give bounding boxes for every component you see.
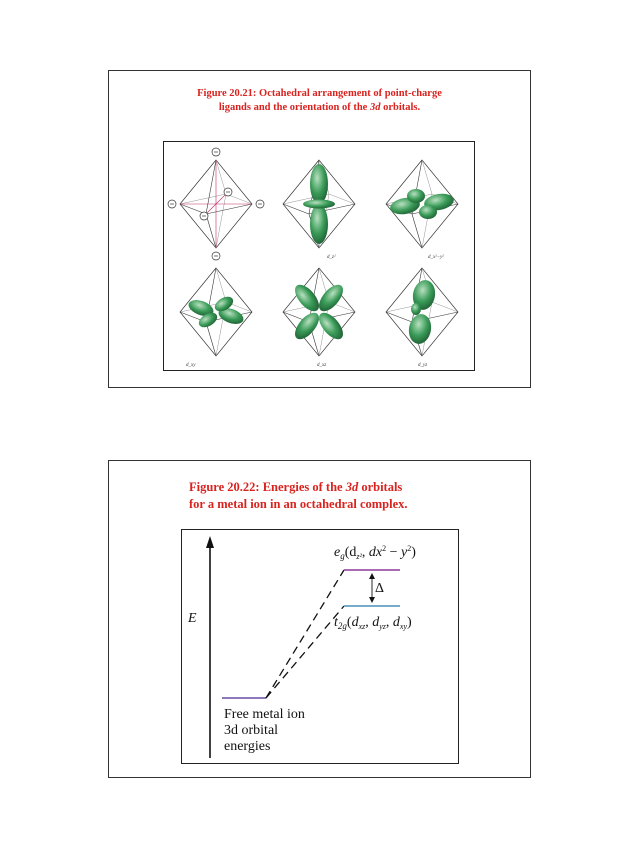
label-dx2-y2: d_x²−y² [428,255,444,260]
caption-line-2: ligands and the orientation of the 3d orbitals. [218,102,421,113]
slide-figure-20-22 [108,460,531,778]
t2g-label: $t_{2g}(d_{xz}$, $d_{yz}$, $d_{xy}$) [334,615,412,631]
free-ion-label-line3: energies [224,739,271,754]
free-ion-label-line1: Free metal ion [224,707,305,722]
dx2-y2-orbital-panel [386,160,458,260]
dxy-orbital-panel [180,268,252,368]
octahedral-ligands-panel [168,148,264,260]
d-orbital-octahedra-figure [163,141,475,371]
label-dxz: d_xz [317,363,327,368]
connector-to-eg [266,570,344,698]
free-ion-label-line2: 3d orbital [224,723,279,738]
dxz-orbital-panel [283,268,355,368]
energy-axis-label: E [188,611,197,626]
caption-line-1: Figure 20.22: Energies of the 3d orbitals [189,480,403,494]
caption-line-1: Figure 20.21: Octahedral arrangement of point-charge [197,88,442,99]
connector-to-t2g [266,606,344,698]
label-dxy: d_xy [186,363,196,368]
figure-20-22-caption [189,479,408,513]
figure-20-21-caption [109,87,530,115]
caption-line-2: for a metal ion in an octahedral complex. [189,497,408,511]
label-dyz: d_yz [418,363,428,368]
eg-label: $e_g(d_{z^2}$, $dx^2 - y^2$) [334,544,416,561]
label-dz2: d_z² [327,255,336,260]
dz2-orbital-panel [283,160,355,260]
slide-figure-20-21 [108,70,531,388]
delta-label: Δ [375,581,385,596]
energy-axis-arrowhead [206,536,214,548]
crystal-field-splitting-diagram [181,529,459,764]
dyz-orbital-panel [386,268,458,368]
